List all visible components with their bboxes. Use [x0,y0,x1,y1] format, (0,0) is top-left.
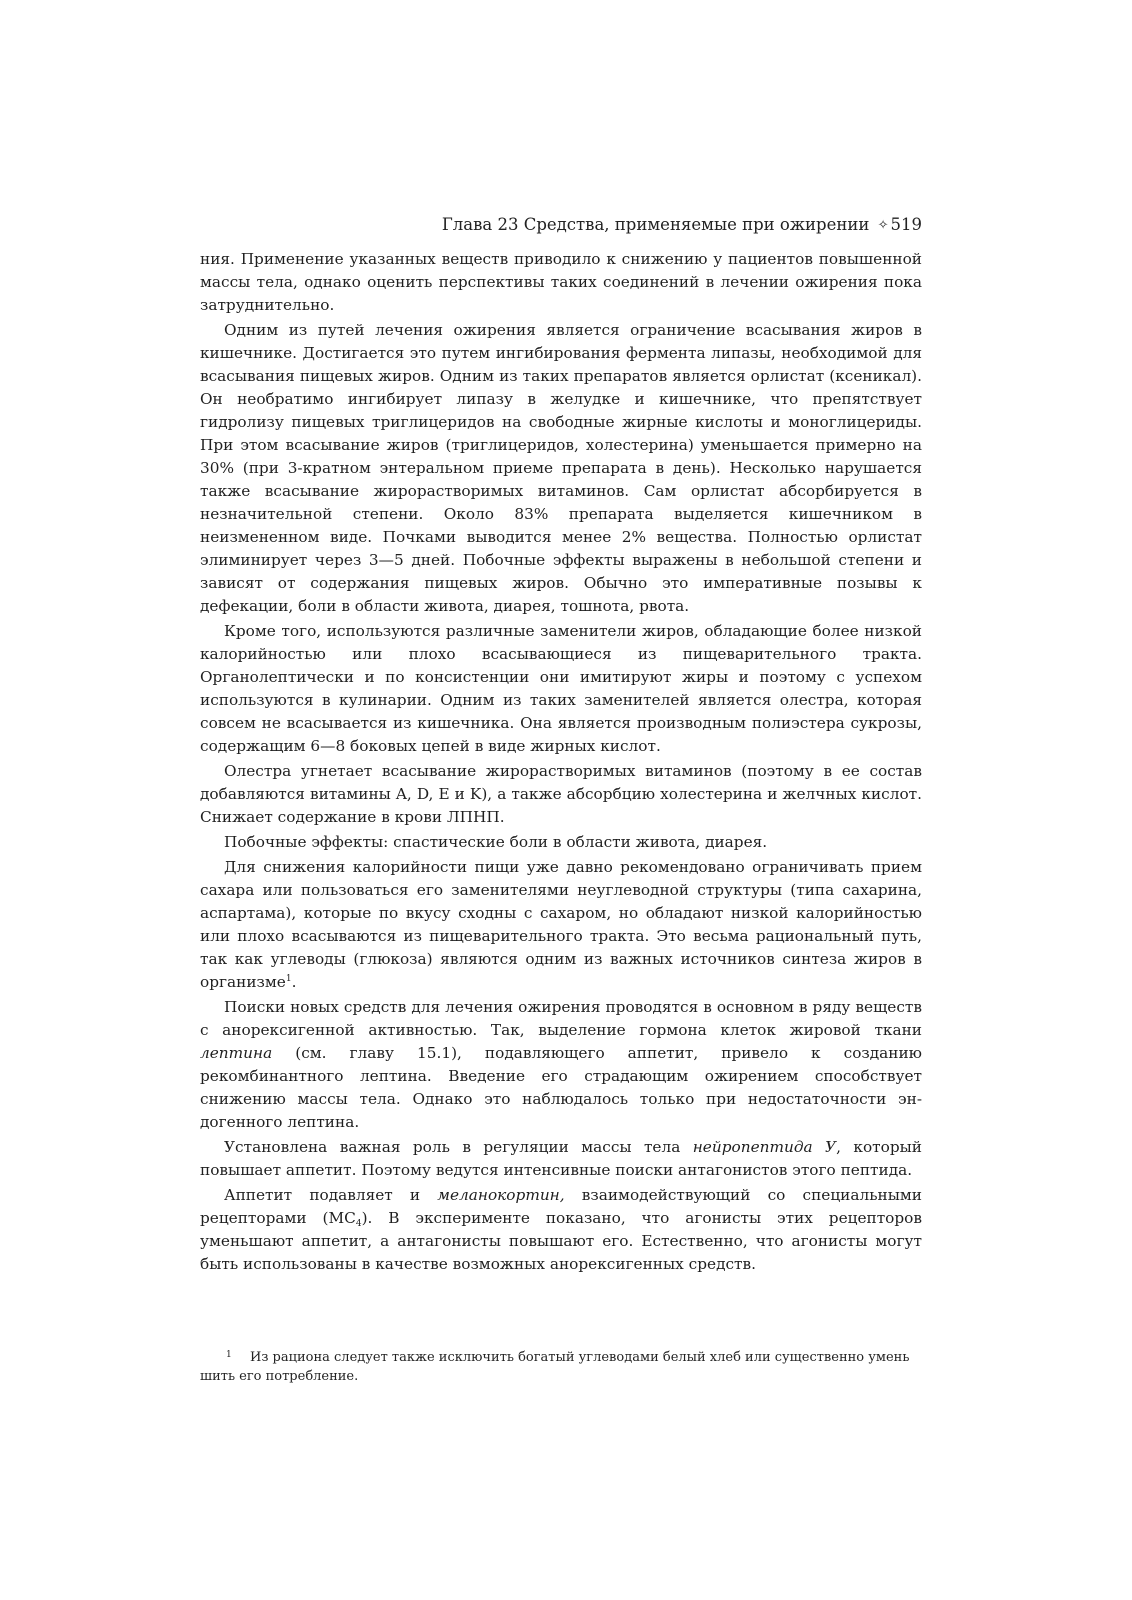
paragraph-7-part-b: (см. главу 15.1), подавляющего аппетит, привело к созданию рекомбинантного лептина. Введение его страдающим ожирением способствует снижению массы тела. Однако это наблюдалось только при недостаточности эндогенного лептина. [200,1044,922,1131]
paragraph-6 [200,856,922,994]
paragraph-8-part-b: , который повышает аппетит. Поэтому ведутся интенсивные поиски антагонистов этого пептида. [200,1138,922,1179]
receptor-subscript: 4 [355,1219,362,1229]
body-text [200,248,922,1276]
page-number: 519 [890,215,922,234]
paragraph-6-end: . [291,973,297,991]
paragraph-7 [200,996,922,1134]
paragraph-9-part-c: ). В эксперименте показано, что агонисты этих рецепторов уменьшают аппетит, а антагонисты повышают его. Естественно, что агонисты могут быть использованы в качестве возможных анорексигенных средств. [200,1209,922,1273]
paragraph-8 [200,1136,922,1182]
footnote-reference: 1 [285,974,292,984]
paragraph-7-part-a: Поиски новых средств для лечения ожирения проводятся в основном в ряду веществ с анорексигенной активностью. Так, выделение гормона клеток жировой ткани [200,998,922,1039]
term-neuropeptide: нейропептида У [692,1138,837,1156]
paragraph-9 [200,1184,922,1276]
term-melanocortin: меланокортин, [437,1186,565,1204]
paragraph-9-part-a: Аппетит подавляет и [224,1186,438,1204]
chapter-title: Глава 23 Средства, применяемые при ожирении [441,215,870,234]
paragraph-9-part-b: взаимодействующий со специальными рецепторами (МС [200,1186,922,1227]
paragraph-5: Побочные эффекты: спастические боли в области живота, диарея. [224,833,768,851]
term-leptin: лептина [200,1044,273,1062]
paragraph-4: Олестра угнетает всасывание жирорастворимых витаминов (поэтому в ее состав добавляются витамины A, D, E и K), а также абсорбцию холестерина и желчных кислот. Снижает содержание в крови ЛПНП. [200,762,922,826]
footnote: 1 Из рациона следует также исключить богатый углеводами белый хлеб или существенно умень шить его потребление. [200,1348,946,1386]
running-head [200,214,922,238]
paragraph-1: ния. Применение указанных веществ приводило к снижению у пациентов повышенной массы тела, однако оценить перспективы таких соединений в лечении ожирения пока затруднительно. [200,250,922,314]
ornament-icon: ✧ [877,218,889,233]
paragraph-6-text: Для снижения калорийности пищи уже давно рекомендовано ограничивать прием сахара или пользоваться его заменителями неуглеводной структуры (типа сахарина, аспартама), которые по вкусу сходны с сахаром, но обладают низкой калорийностью или плохо всасываются из пищеварительного тракта. Это весьма рациональный путь, так как углеводы (глюкоза) являются одним из важных источников синтеза жиров в организме [200,858,922,991]
paragraph-2: Одним из путей лечения ожирения является ограничение всасывания жиров в кишечнике. Достигается это путем ингибирования фермента липазы, необходимой для всасывания пищевых жиров. Одним из таких препаратов является орлистат (ксеникал). Он необратимо ингибирует липазу в желудке и кишечнике, что препятствует гидролизу пищевых триглицеридов на свободные жирные кислоты и моноглицериды. При этом всасывание жиров (триглицеридов, холестерина) уменьшается примерно на 30% (при 3-кратном энтеральном приеме препарата в день). Несколько нарушается также всасывание жирорастворимых витаминов. Сам орлистат абсорбируется в незначительной степени. Около 83% препарата выделяется кишечником в неизмененном виде. Почками выводится менее 2% вещества. Полностью орлистат элиминирует через 3—5 дней. Побочные эффекты выражены в небольшой степени и зависят от содержания пищевых жиров. Обычно это императивные позывы к дефекации, боли в области живота, диарея, тошнота, рвота. [200,321,922,615]
paragraph-3: Кроме того, используются различные заменители жиров, обладающие более низкой калорийностью или плохо всасывающиеся из пищеварительного тракта. Органолептически и по консистенции они имитируют жиры и поэтому с успехом используются в кулинарии. Одним из таких заменителей является олестра, которая совсем не всасывается из кишечника. Она является производным полиэстера сукрозы, содержащим 6—8 боковых цепей в виде жирных кислот. [200,622,922,755]
footnote-text-line-2: шить его потребление. [200,1369,359,1384]
footnote-text-line-1: Из рациона следует также исключить богатый углеводами белый хлеб или существенно умень [250,1350,910,1365]
paragraph-8-part-a: Установлена важная роль в регуляции массы тела [224,1138,693,1156]
